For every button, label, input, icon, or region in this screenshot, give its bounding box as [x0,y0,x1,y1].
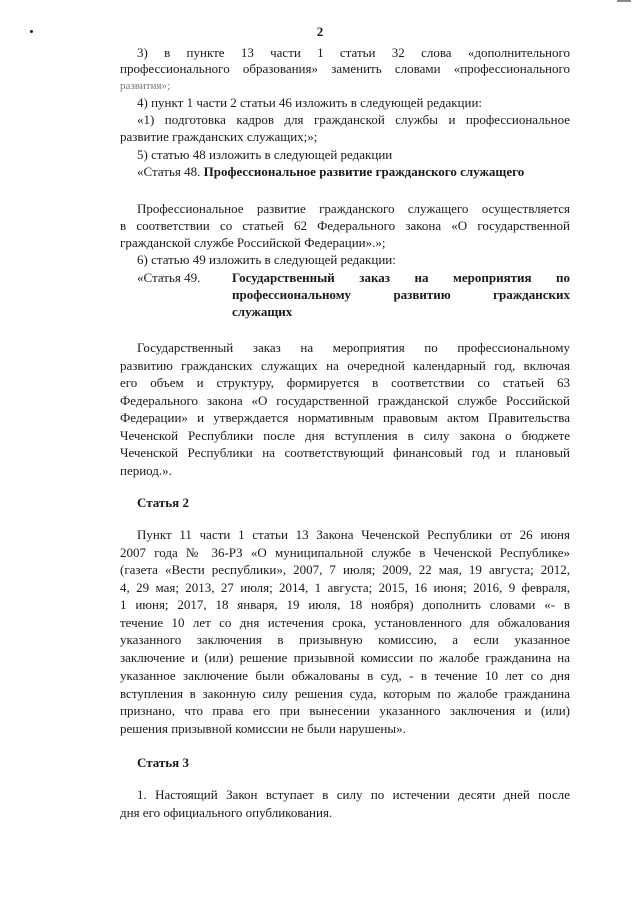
text-line: 3) в пункте 13 части 1 статьи 32 слова «дополнительного [137,45,570,60]
text-line: в соответствии со статьей 62 Федерального закона «О государственной [120,218,570,233]
article-48-title: Профессиональное развитие гражданского служащего [203,164,525,179]
text-line: развитию гражданских служащих на очередной календарный год, включая [120,358,570,373]
text-line: 2007 года № 36-РЗ «О муниципальной службе в Чеченской Республике» [120,545,570,560]
text-line: профессионального образования» заменить словами «профессионального [120,61,570,76]
text-line: указанного заключения в призывную комиссию, а если указанное [120,632,570,647]
article-49-title: служащих [232,304,293,319]
text-line: заключение и (или) решение призывной комиссии по жалобе гражданина на [120,650,570,665]
scan-mark [617,0,631,2]
text-line: Пункт 11 части 1 статьи 13 Закона Чеченской Республики от 26 июня [137,527,570,542]
text-line: вступления в законную силу решения суда, которым по жалобе гражданина [120,686,570,701]
text-line: «1) подготовка кадров для гражданской службы и профессиональное [137,112,570,127]
text-line: указанное заключение были обжалованы в суд, - в течение 10 лет со дня [120,668,570,683]
text-line: решения призывной комиссии не были нарушены». [120,721,406,736]
article-49-title: профессиональному развитию гражданских [232,287,570,302]
text-line: его объем и структуру, формируется в соответствии со статьей 63 [120,375,570,390]
text-line: 4, 29 мая; 2013, 27 июля; 2014, 1 августа; 2015, 16 июня; 2016, 9 февраля, [120,580,570,595]
text-line: признано, что права его при вынесении указанного заключения и (или) [120,703,570,718]
text-line: 4) пункт 1 части 2 статьи 46 изложить в следующей редакции: [137,95,483,110]
text-line: Чеченской Республики после дня вступления в силу закона о бюджете [120,428,570,443]
text-line: (газета «Вести республики», 2007, 7 июля; 2009, 22 мая, 19 августа; 2012, [120,562,570,577]
text-line: Профессиональное развитие гражданского служащего осуществляется [137,201,570,216]
text-line: дня его официального опубликования. [120,805,333,820]
text-line: 6) статью 49 изложить в следующей редакции: [137,252,396,267]
text-line: 1. Настоящий Закон вступает в силу по истечении десяти дней после [137,787,570,802]
text-line: гражданской службе Российской Федерации».»; [120,235,386,250]
text-line: развития»; [120,80,171,92]
text-line: 5) статью 48 изложить в следующей редакции [137,147,393,162]
article-49-title: Государственный заказ на мероприятия по [232,270,570,285]
text-line: Федерального закона «О государственной гражданской службе Российской [120,393,570,408]
text-line: период.». [120,463,172,478]
article-48-prefix: «Статья 48. [137,164,201,179]
article-2-heading: Статья 2 [137,495,189,510]
article-48-title-line [137,164,577,180]
text-line: течение 10 лет со дня истечения срока, установленного для обжалования [120,615,570,630]
text-line: развитие гражданских служащих;»; [120,129,318,144]
text-line: Федерации» и утверждается нормативным правовым актом Правительства [120,410,570,425]
text-line: 1 июня; 2017, 18 января, 19 июля, 18 ноября) дополнить словами «- в [120,597,570,612]
page-number: 2 [316,24,324,39]
text-line: Государственный заказ на мероприятия по профессиональному [137,340,570,355]
article-49-prefix: «Статья 49. [137,270,201,285]
article-3-heading: Статья 3 [137,755,189,770]
text-line: Чеченской Республики на соответствующий финансовый год и плановый [120,445,570,460]
